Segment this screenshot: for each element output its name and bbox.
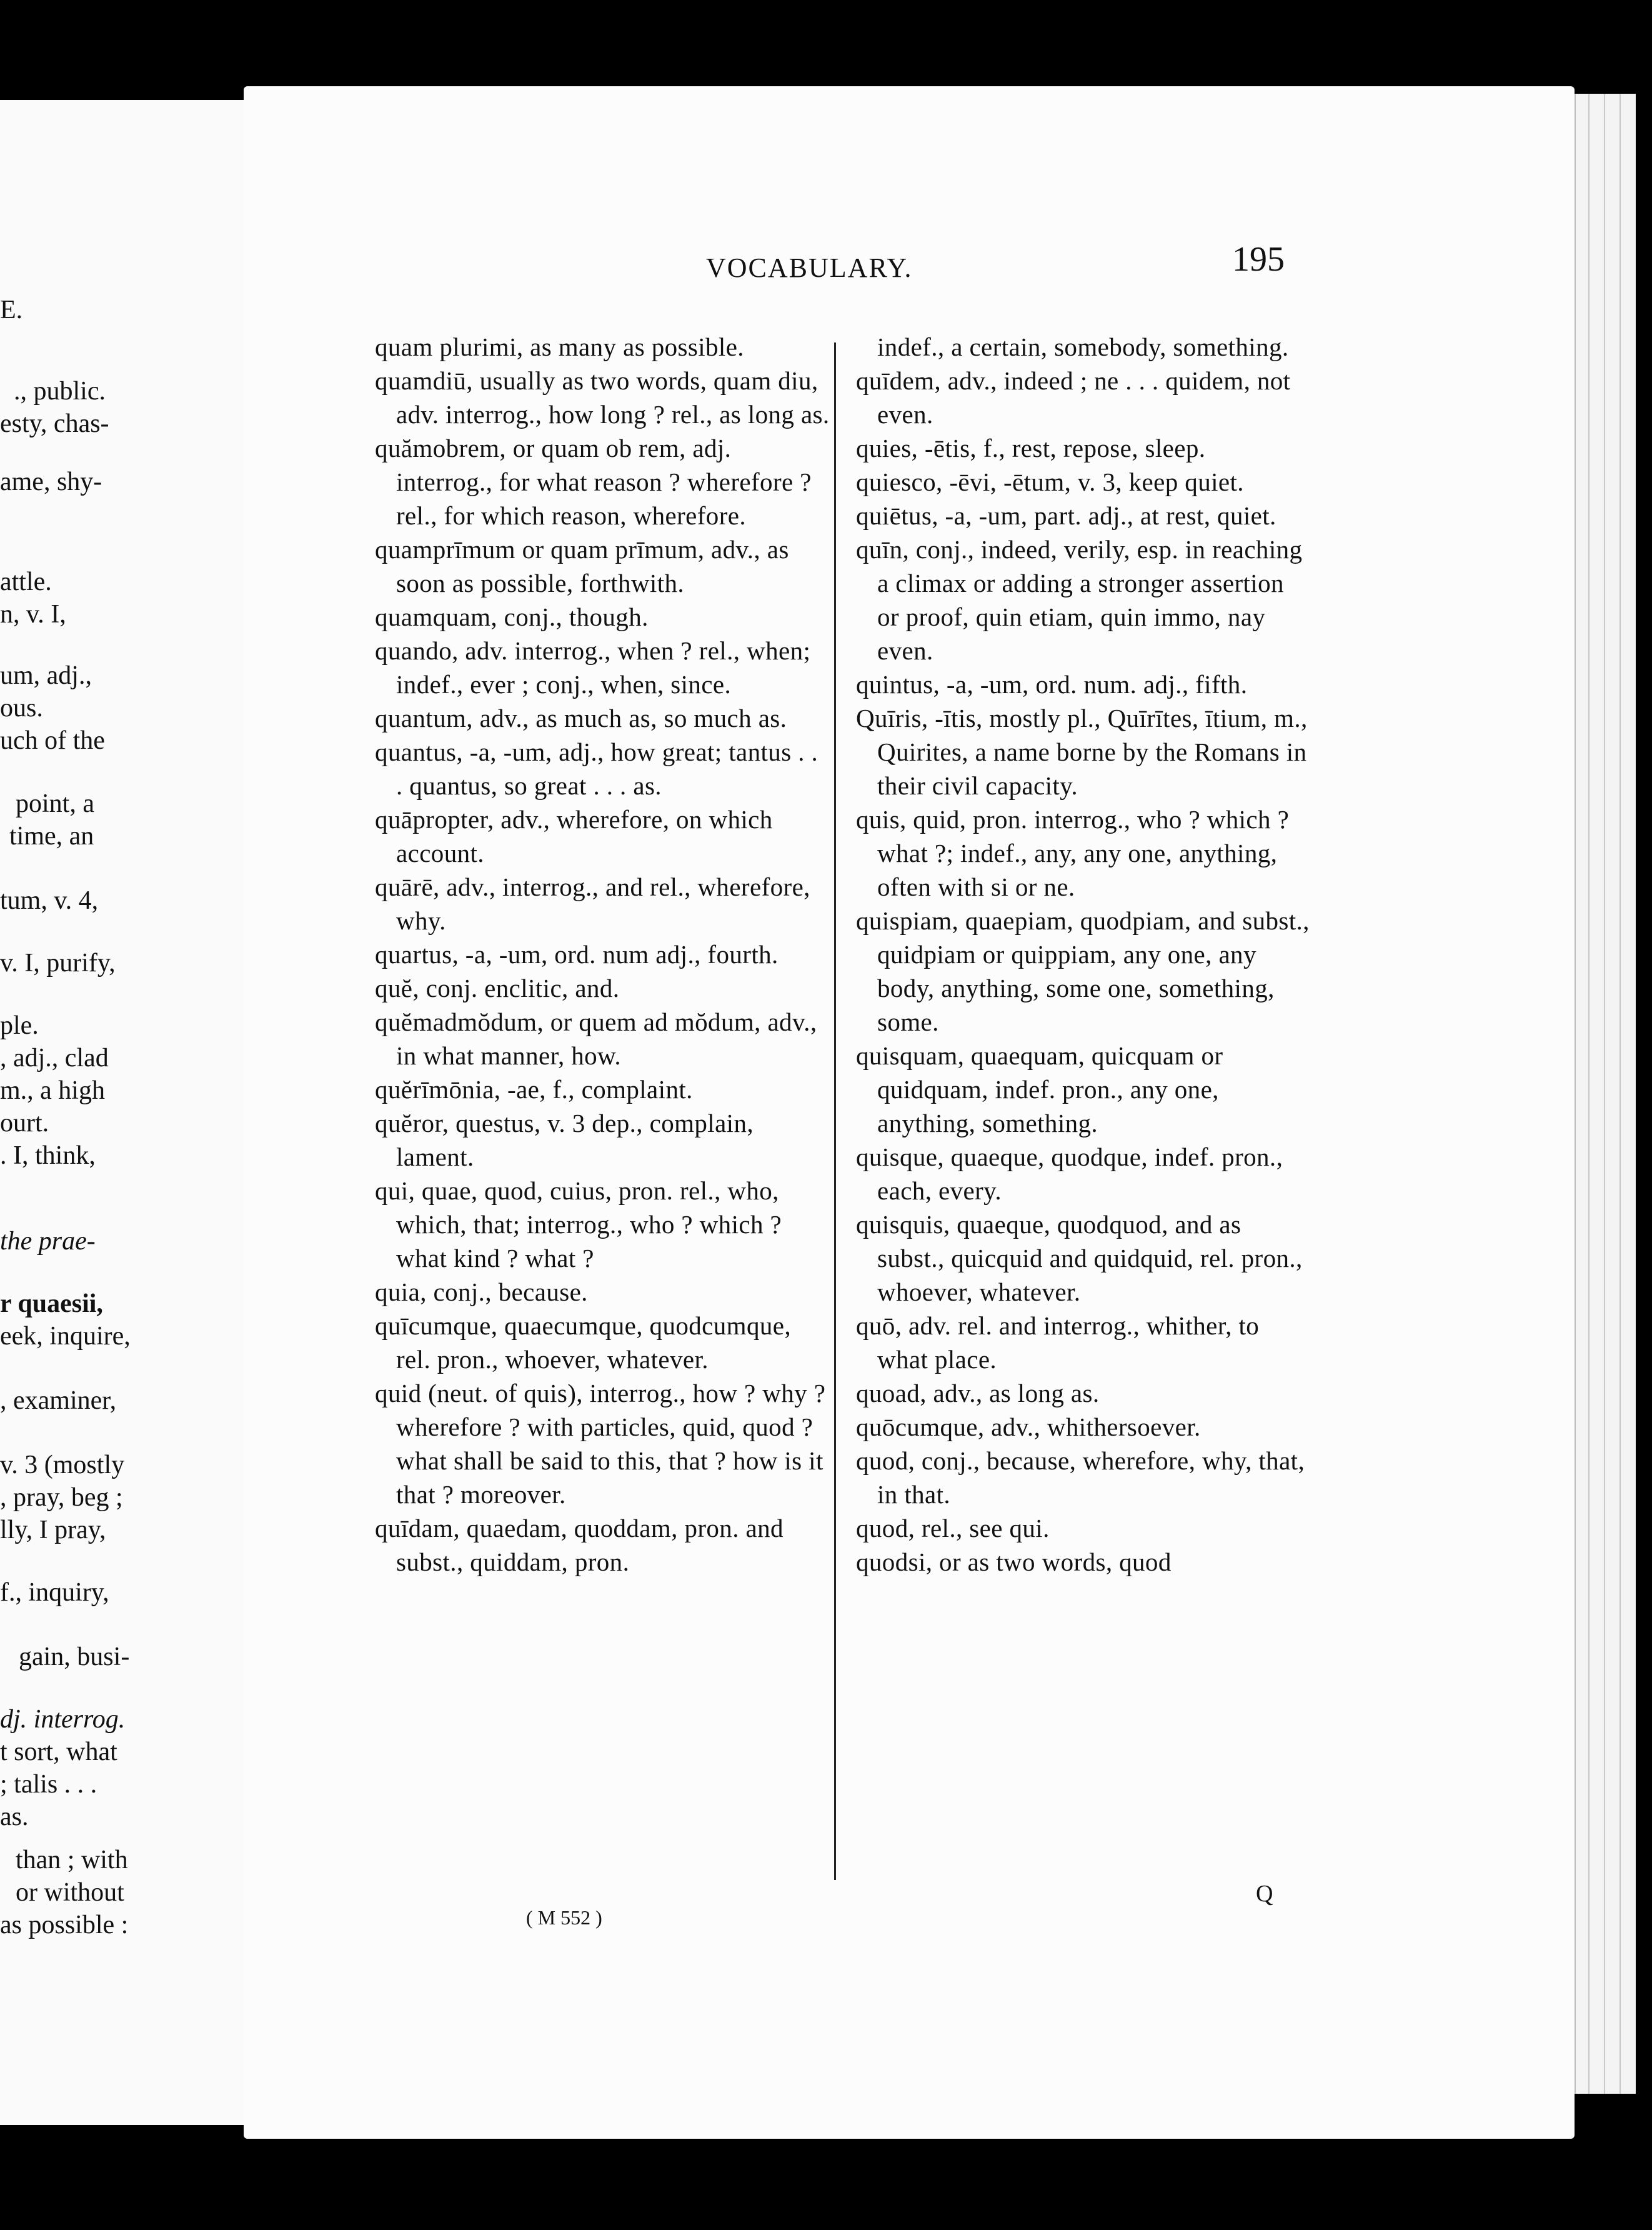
facing-page-line: n, v. I, bbox=[0, 600, 66, 629]
facing-page-line: esty, chas- bbox=[0, 409, 109, 438]
page-edge bbox=[1575, 94, 1636, 2094]
facing-page-line: dj. interrog. bbox=[0, 1705, 126, 1734]
facing-page-line: as. bbox=[0, 1802, 29, 1831]
entry: quisque, quaeque, quodque, indef. pron., each, every. bbox=[856, 1142, 1283, 1205]
entry: quīdam, quaedam, quoddam, pron. and subst., quiddam, pron. bbox=[375, 1514, 784, 1576]
entry: quīdem, adv., indeed ; ne . . . quidem, not even. bbox=[856, 366, 1291, 429]
facing-page-line: the prae- bbox=[0, 1227, 96, 1256]
entry: quantum, adv., as much as, so much as. bbox=[375, 704, 787, 732]
vocabulary-column-left bbox=[375, 330, 831, 1579]
entry: quisquis, quaeque, quodquod, and as subst., quicquid and quidquid, rel. pron., whoever, whatever. bbox=[856, 1210, 1303, 1306]
entry-continuation: indef., a certain, somebody, something. bbox=[877, 332, 1289, 361]
entry: quamquam, conj., though. bbox=[375, 602, 649, 631]
entry: quia, conj., because. bbox=[375, 1278, 588, 1306]
column-rule bbox=[834, 342, 836, 1880]
entry: quămobrem, or quam ob rem, adj. interrog., for what reason ? wherefore ? rel., for which reason, wherefore. bbox=[375, 434, 812, 530]
facing-page-line: r quaesii, bbox=[0, 1289, 103, 1318]
facing-page-line: ous. bbox=[0, 694, 43, 722]
entry: quintus, -a, -um, ord. num. adj., fifth. bbox=[856, 670, 1248, 699]
entry: quīn, conj., indeed, verily, esp. in reaching a climax or adding a stronger assertion or proof, quin etiam, quin immo, nay even. bbox=[856, 535, 1303, 665]
facing-page-line: time, an bbox=[9, 822, 94, 851]
entry: quĕ, conj. enclitic, and. bbox=[375, 974, 620, 1002]
facing-page-line: v. I, purify, bbox=[0, 949, 116, 978]
entry: quĕrīmōnia, -ae, f., complaint. bbox=[375, 1075, 693, 1104]
facing-page-line: eek, inquire, bbox=[0, 1322, 131, 1351]
entry: quōcumque, adv., whithersoever. bbox=[856, 1412, 1201, 1441]
facing-page-line: as possible : bbox=[0, 1911, 129, 1939]
facing-page-line: m., a high bbox=[0, 1076, 105, 1105]
facing-page-line: ame, shy- bbox=[0, 468, 102, 496]
entry: quamdiū, usually as two words, quam diu, adv. interrog., how long ? rel., as long as. bbox=[375, 366, 830, 429]
facing-page-line: or without bbox=[16, 1878, 124, 1907]
facing-page-line: , adj., clad bbox=[0, 1044, 109, 1072]
entry: quĕmadmŏdum, or quem ad mŏdum, adv., in what manner, how. bbox=[375, 1008, 817, 1070]
catchword: Q bbox=[1256, 1881, 1273, 1907]
entry: quartus, -a, -um, ord. num adj., fourth. bbox=[375, 940, 779, 969]
facing-page-line: uch of the bbox=[0, 726, 105, 755]
entry: quantus, -a, -um, adj., how great; tantus . . . quantus, so great . . . as. bbox=[375, 738, 819, 800]
entry: qui, quae, quod, cuius, pron. rel., who, which, that; interrog., who ? which ? what kind ? what ? bbox=[375, 1176, 782, 1272]
facing-page-line: E. bbox=[0, 296, 23, 324]
facing-page-line: um, adj., bbox=[0, 661, 92, 690]
entry: quod, rel., see qui. bbox=[856, 1514, 1050, 1542]
entry: quiesco, -ēvi, -ētum, v. 3, keep quiet. bbox=[856, 468, 1244, 496]
facing-page-line: ourt. bbox=[0, 1109, 49, 1138]
entry: quodsi, or as two words, quod bbox=[856, 1548, 1172, 1576]
entry: quisquam, quaequam, quicquam or quidquam, indef. pron., any one, anything, something. bbox=[856, 1041, 1223, 1138]
facing-page-line: , examiner, bbox=[0, 1386, 117, 1415]
entry: Quīris, -ītis, mostly pl., Quīrītes, ītium, m., Quirites, a name borne by the Romans in their civil capacity. bbox=[856, 704, 1308, 800]
entry: quārē, adv., interrog., and rel., wherefore, why. bbox=[375, 872, 810, 935]
facing-page-line: gain, busi- bbox=[19, 1642, 130, 1671]
facing-page-line: f., inquiry, bbox=[0, 1578, 109, 1607]
printer-signature: ( M 552 ) bbox=[526, 1906, 602, 1929]
facing-page-line: ple. bbox=[0, 1011, 39, 1040]
facing-page-line: ; talis . . . bbox=[0, 1770, 97, 1799]
entry: quāpropter, adv., wherefore, on which account. bbox=[375, 805, 773, 868]
facing-page-line: ., public. bbox=[14, 377, 106, 406]
entry: quies, -ētis, f., rest, repose, sleep. bbox=[856, 434, 1206, 462]
facing-page-line: than ; with bbox=[16, 1846, 128, 1874]
entry: quam plurimi, as many as possible. bbox=[375, 332, 744, 361]
entry: quĕror, questus, v. 3 dep., complain, lament. bbox=[375, 1109, 754, 1171]
entry: quis, quid, pron. interrog., who ? which ? what ?; indef., any, any one, anything, often with si or ne. bbox=[856, 805, 1290, 901]
vocabulary-column-right bbox=[856, 330, 1312, 1579]
entry: quiētus, -a, -um, part. adj., at rest, quiet. bbox=[856, 501, 1276, 530]
facing-page-line: point, a bbox=[16, 789, 94, 818]
entry: quid (neut. of quis), interrog., how ? why ? wherefore ? with particles, quid, quod ? what shall be said to this, that ? how is it that ? moreover. bbox=[375, 1379, 826, 1509]
entry: quoad, adv., as long as. bbox=[856, 1379, 1100, 1408]
facing-page-line: v. 3 (mostly bbox=[0, 1451, 125, 1479]
facing-page-line: lly, I pray, bbox=[0, 1516, 106, 1544]
facing-page-line: . I, think, bbox=[0, 1141, 96, 1170]
entry: quīcumque, quaecumque, quodcumque, rel. pron., whoever, whatever. bbox=[375, 1311, 791, 1374]
entry: quod, conj., because, wherefore, why, that, in that. bbox=[856, 1446, 1305, 1509]
running-title: VOCABULARY. bbox=[706, 252, 913, 283]
entry: quō, adv. rel. and interrog., whither, to what place. bbox=[856, 1311, 1260, 1374]
page-number: 195 bbox=[1232, 240, 1285, 279]
entry: quando, adv. interrog., when ? rel., when; indef., ever ; conj., when, since. bbox=[375, 636, 811, 699]
entry: quamprīmum or quam prīmum, adv., as soon as possible, forthwith. bbox=[375, 535, 789, 598]
entry: quispiam, quaepiam, quodpiam, and subst., quidpiam or quippiam, any one, any body, anything, some one, something, some. bbox=[856, 906, 1310, 1036]
facing-page-line: t sort, what bbox=[0, 1738, 117, 1766]
facing-page-line: , pray, beg ; bbox=[0, 1483, 123, 1512]
facing-page-line: tum, v. 4, bbox=[0, 886, 99, 915]
facing-page-line: attle. bbox=[0, 568, 52, 596]
